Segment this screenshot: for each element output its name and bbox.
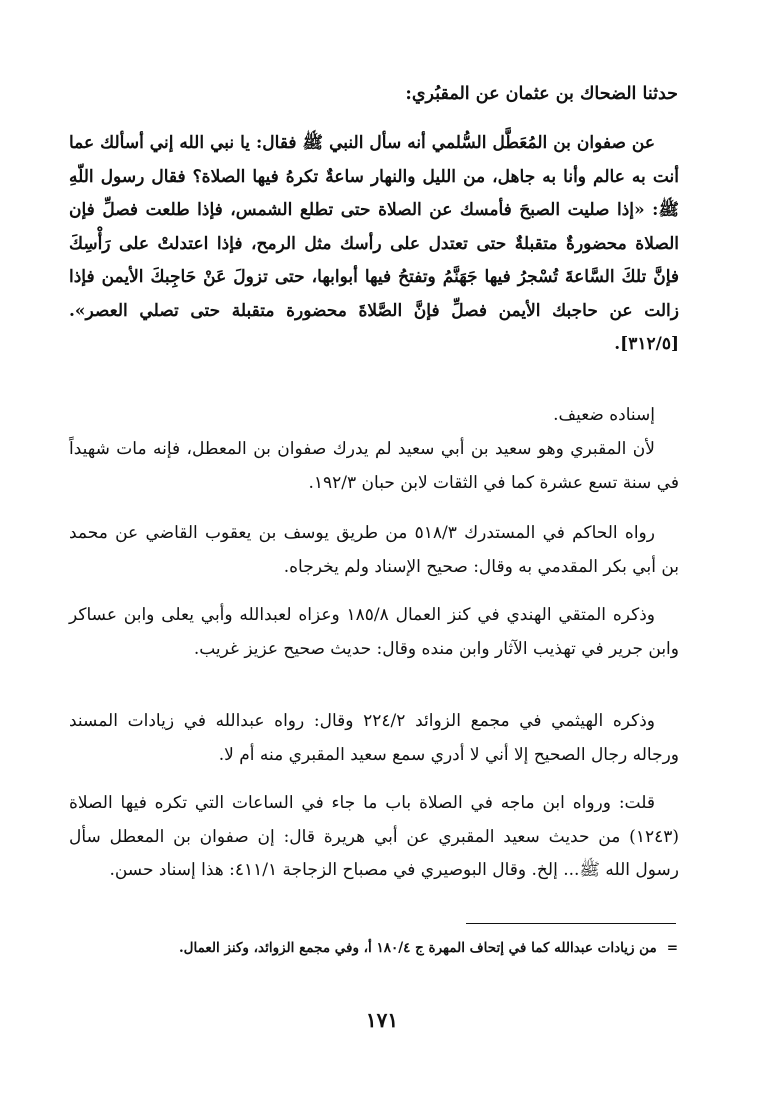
footnote-divider (466, 923, 676, 924)
hadith-text: عن صفوان بن المُعَطَّل السُّلمي أنه سأل النبي ﷺ فقال: يا نبي الله إني أسألك عما أنت به عالم وأنا به جاهل، من الليل والنهار ساعةٌ تكرهُ فيها الصلاة؟ فقال رسول اللّهِ ﷺ: «إذا صليت الصبحَ فأمسك عن الصلاة حتى تطلع الشمس، فإذا طلعت فصلِّ فإن الصلاة محضورةٌ متقبلةٌ حتى تعتدل على رأسك مثل الرمح، فإذا اعتدلتْ على رَأْسِكَ فإنَّ تلكَ السَّاعةَ تُسْجرُ فيها جَهَنَّمُ وتفتحُ فيها أبوابها، حتى تزولَ عَنْ حَاجِبكَ الأيمن فإذا زالت عن حاجبك الأيمن فصلِّ فإنَّ الصَّلاةَ محضورة متقبلة حتى تصلي العصر». [٣١٢/٥]. (69, 133, 679, 354)
footnote-continuation-mark: = (666, 940, 678, 956)
commentary-paragraph-5: قلت: ورواه ابن ماجه في الصلاة باب ما جاء في الساعات التي تكره فيها الصلاة (١٢٤٣) من حديث سعيد المقبري عن أبي هريرة قال: إن صفوان بن المعطل سأل رسول الله ﷺ... إلخ. وقال البوصيري في مصباح الزجاجة ٤١١/١: هذا إسناد حسن. (69, 793, 679, 880)
chain-heading: حدثنا الضحاك بن عثمان عن المقبُري: (405, 84, 678, 104)
grading-line: إسناده ضعيف. (553, 405, 655, 425)
footnote-text: من زيادات عبدالله كما في إتحاف المهرة ج ١٨٠/٤ أ، وفي مجمع الزوائد، وكنز العمال. (178, 940, 657, 956)
commentary-paragraph-1: لأن المقبري وهو سعيد بن أبي سعيد لم يدرك صفوان بن المعطل، فإنه مات شهيداً في سنة تسع عشرة كما في الثقات لابن حبان ١٩٢/٣. (69, 439, 679, 493)
footnote (76, 935, 678, 961)
commentary-paragraph-4: وذكره الهيثمي في مجمع الزوائد ٢٢٤/٢ وقال: رواه عبدالله في زيادات المسند ورجاله رجال الصحيح إلا أني لا أدري سمع سعيد المقبري منه أم لا. (69, 711, 679, 765)
page-number: ١٧١ (365, 1008, 399, 1032)
commentary-paragraph-3: وذكره المتقي الهندي في كنز العمال ١٨٥/٨ وعزاه لعبدالله وأبي يعلى وابن عساكر وابن جرير في تهذيب الآثار وابن منده وقال: حديث صحيح عزيز غريب. (69, 605, 679, 659)
commentary-paragraph-2: رواه الحاكم في المستدرك ٥١٨/٣ من طريق يوسف بن يعقوب القاضي عن محمد بن أبي بكر المقدمي به وقال: صحيح الإسناد ولم يخرجاه. (69, 523, 679, 577)
